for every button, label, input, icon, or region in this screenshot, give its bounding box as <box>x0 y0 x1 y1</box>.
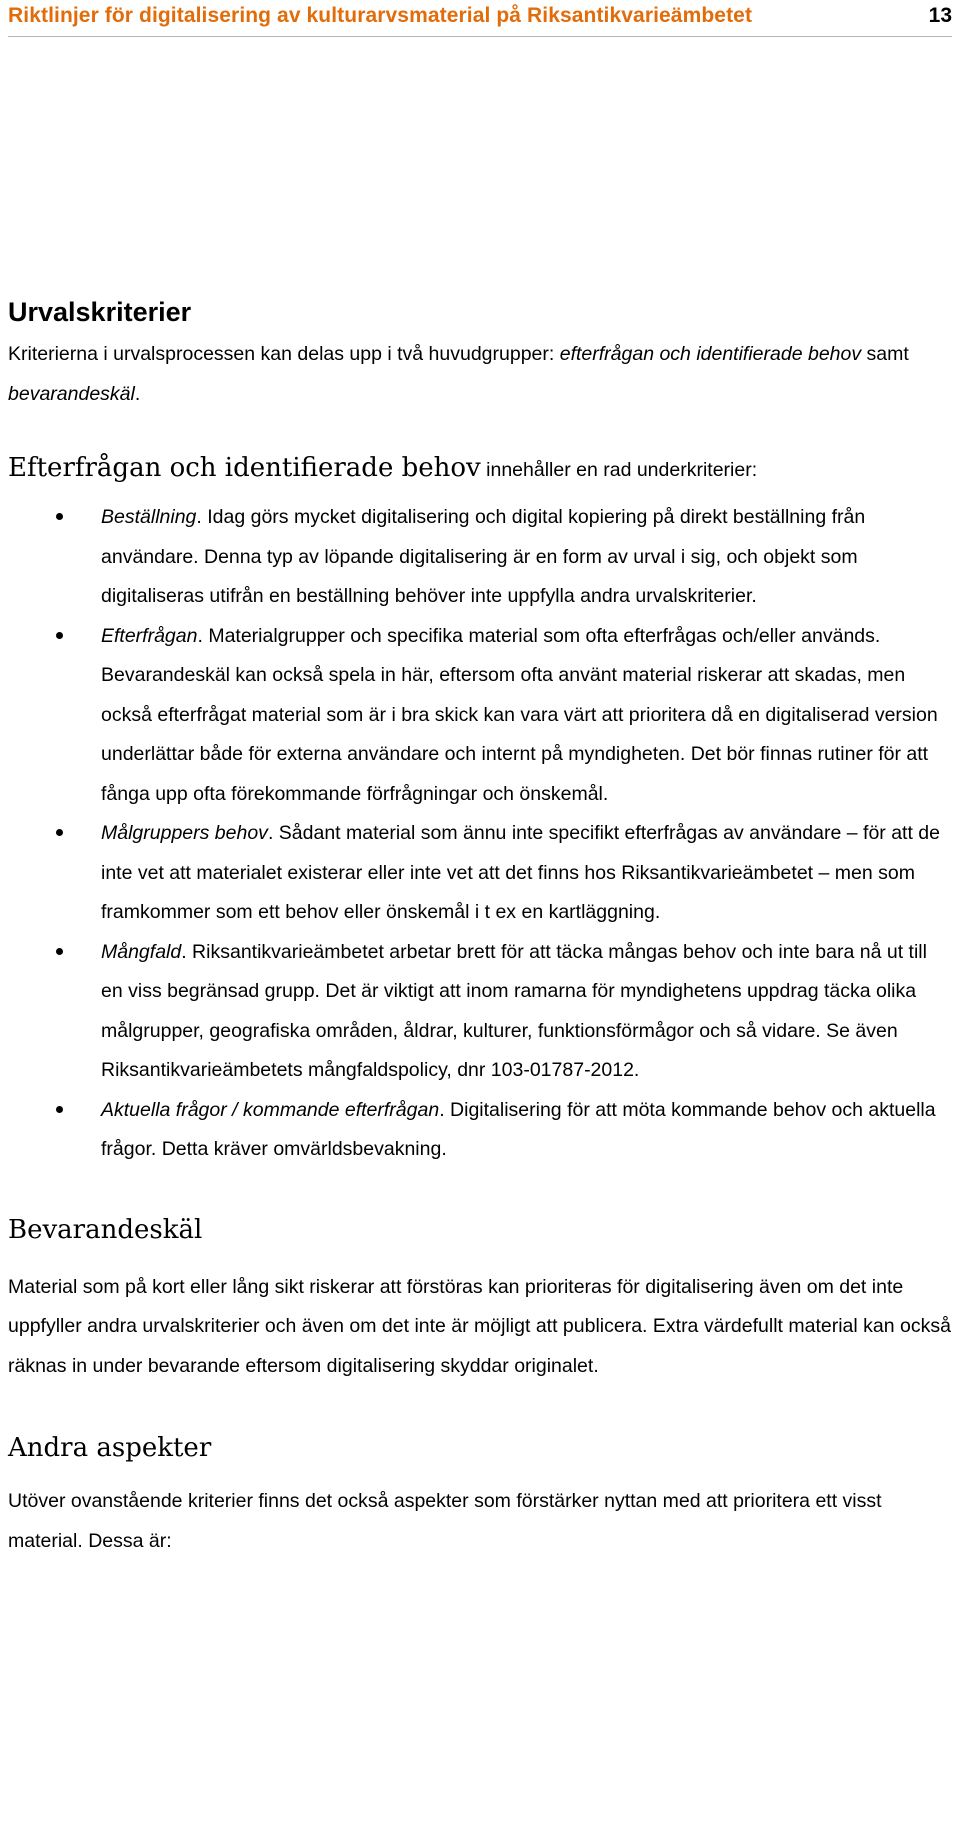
criterion-text: . Idag görs mycket digitalisering och digital kopiering på direkt beställning från användare. Denna typ av löpande digitalisering är en form av urval i sig, och objekt som digitaliseras utifrån en beställning behöver inte uppfylla andra urvalskriterier. <box>101 506 866 607</box>
bullet-icon <box>56 829 63 836</box>
running-header-title: Riktlinjer för digitalisering av kulturarvsmaterial på Riksantikvarieämbetet <box>8 4 753 27</box>
list-item <box>8 498 953 617</box>
list-item <box>8 617 953 815</box>
bullet-icon <box>56 948 63 955</box>
section-title-urvalskriterier: Urvalskriterier <box>8 297 192 327</box>
criterion-text: . Materialgrupper och specifika material som ofta efterfrågas och/eller används. Bevarandeskäl kan också spela in här, eftersom ofta använt material riskerar att skadas, men också efterfrågat material som är i bra skick kan vara värt att prioritera då en digitaliserad version underlättar både för externa användare och internt på myndigheten. Det bör finnas rutiner för att fånga upp ofta förekommande förfrågningar och önskemål. <box>101 624 938 805</box>
criterion-term: Beställning <box>101 506 197 528</box>
bullet-icon <box>56 1106 63 1113</box>
bevarande-text: Material som på kort eller lång sikt riskerar att förstöras kan prioriteras för digitalisering även om det inte uppfyller andra urvalskriterier och även om det inte är möjligt att publicera. Extra värdefullt material kan också räknas in under bevarande eftersom digitalisering skyddar originalet. <box>8 1275 951 1377</box>
bullet-icon <box>56 513 63 520</box>
criterion-term: Mångfald <box>101 940 182 963</box>
criterion-text: . Sådant material som ännu inte specifikt efterfrågas av användare – för att de inte vet att materialet existerar eller inte vet att det finns hos Riksantikvarieämbetet – men som framkommer som ett behov eller önskemål i t ex en kartläggning. <box>101 822 940 923</box>
urval-intro: Kriterierna i urvalsprocessen kan delas upp i två huvudgrupper: efterfrågan och identifierade behov samt bevarandeskäl. <box>8 343 909 405</box>
criterion-text: . Riksantikvarieämbetet arbetar brett för att täcka mångas behov och inte bara nå ut till en viss begränsad grupp. Det är viktigt att inom ramarna för myndighetens uppdrag täcka olika målgrupper, geografiska områden, åldrar, kulturer, funktionsförmågor och så vidare. Se även Riksantikvarieämbetets mångfaldspolicy, dnr 103-01787-2012. <box>101 940 927 1081</box>
criterion-term: Aktuella frågor / kommande efterfrågan <box>101 1098 440 1121</box>
page-content <box>8 292 953 1561</box>
criterion-term: Efterfrågan <box>101 624 198 647</box>
andra-aspekter-text: Utöver ovanstående kriterier finns det också aspekter som förstärker nyttan med att prioritera ett visst material. Dessa är: <box>8 1490 882 1552</box>
efterfragan-heading: Efterfrågan och identifierade behov innehåller en rad underkriterier: <box>8 453 758 483</box>
list-item <box>8 814 953 933</box>
criteria-list <box>8 498 953 1170</box>
bullet-icon <box>56 632 63 639</box>
list-item <box>8 933 953 1091</box>
page-header <box>8 0 952 37</box>
criterion-term: Målgruppers behov <box>101 822 268 844</box>
list-item <box>8 1091 953 1170</box>
criterion-text: . Digitalisering för att möta kommande behov och aktuella frågor. Detta kräver omvärldsbevakning. <box>101 1098 936 1160</box>
bevarande-heading: Bevarandeskäl <box>8 1214 203 1245</box>
page-number: 13 <box>928 4 952 27</box>
andra-aspekter-heading: Andra aspekter <box>8 1433 212 1463</box>
